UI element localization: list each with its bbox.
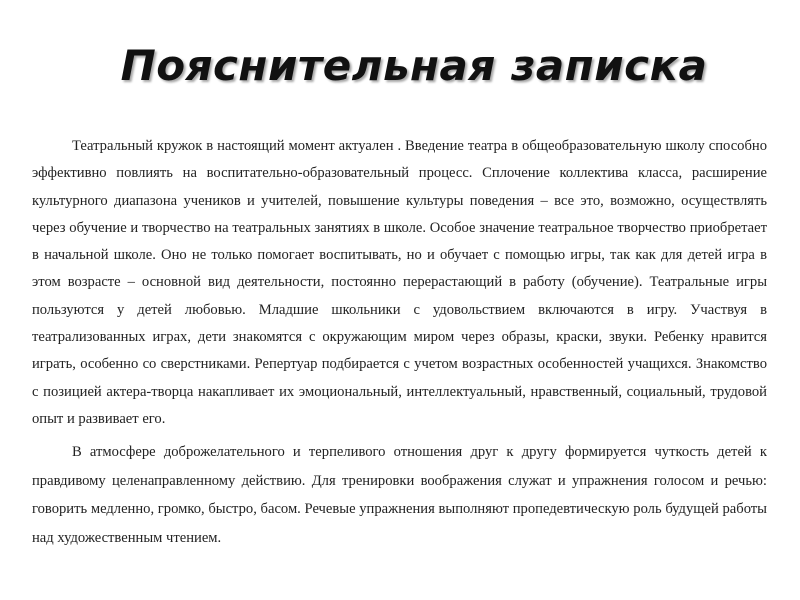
- slide-body: [32, 133, 767, 552]
- slide-title: Пояснительная записка: [120, 41, 708, 90]
- paragraph-atmosphere: В атмосфере доброжелательного и терпеливого отношения друг к другу формируется чуткость детей к правдивому целенаправленному действию. Для тренировки воображения служат и упражнения голосом и речью: говорить медленно, громко, быстро, басом. Речевые упражнения выполняют пропедевтическую роль будущей работы над художественным чтением.: [32, 444, 767, 546]
- paragraph-intro: Театральный кружок в настоящий момент актуален . Введение театра в общеобразовательную школу способно эффективно повлиять на воспитательно-образовательный процесс. Сплочение коллектива класса, расширение культурного диапазона учеников и учителей, повышение культуры поведения – все это, возможно, осуществлять через обучение и творчество на театральных занятиях в школе. Особое значение театральное творчество приобретает в начальной школе. Оно не только помогает воспитывать, но и обучает с помощью игры, так как для детей игра в этом возрасте – основной вид деятельности, постоянно перерастающий в работу (обучение). Театральные игры пользуются у детей любовью. Младшие школьники с удовольствием включаются в игру. Участвуя в театрализованных играх, дети знакомятся с окружающим миром через образы, краски, звуки. Ребенку нравится играть, особенно со сверстниками. Репертуар подбирается с учетом возрастных особенностей учащихся. Знакомство с позицией актера-творца накапливает их эмоциональный, интеллектуальный, нравственный, социальный, трудовой опыт и развивает его.: [32, 138, 767, 427]
